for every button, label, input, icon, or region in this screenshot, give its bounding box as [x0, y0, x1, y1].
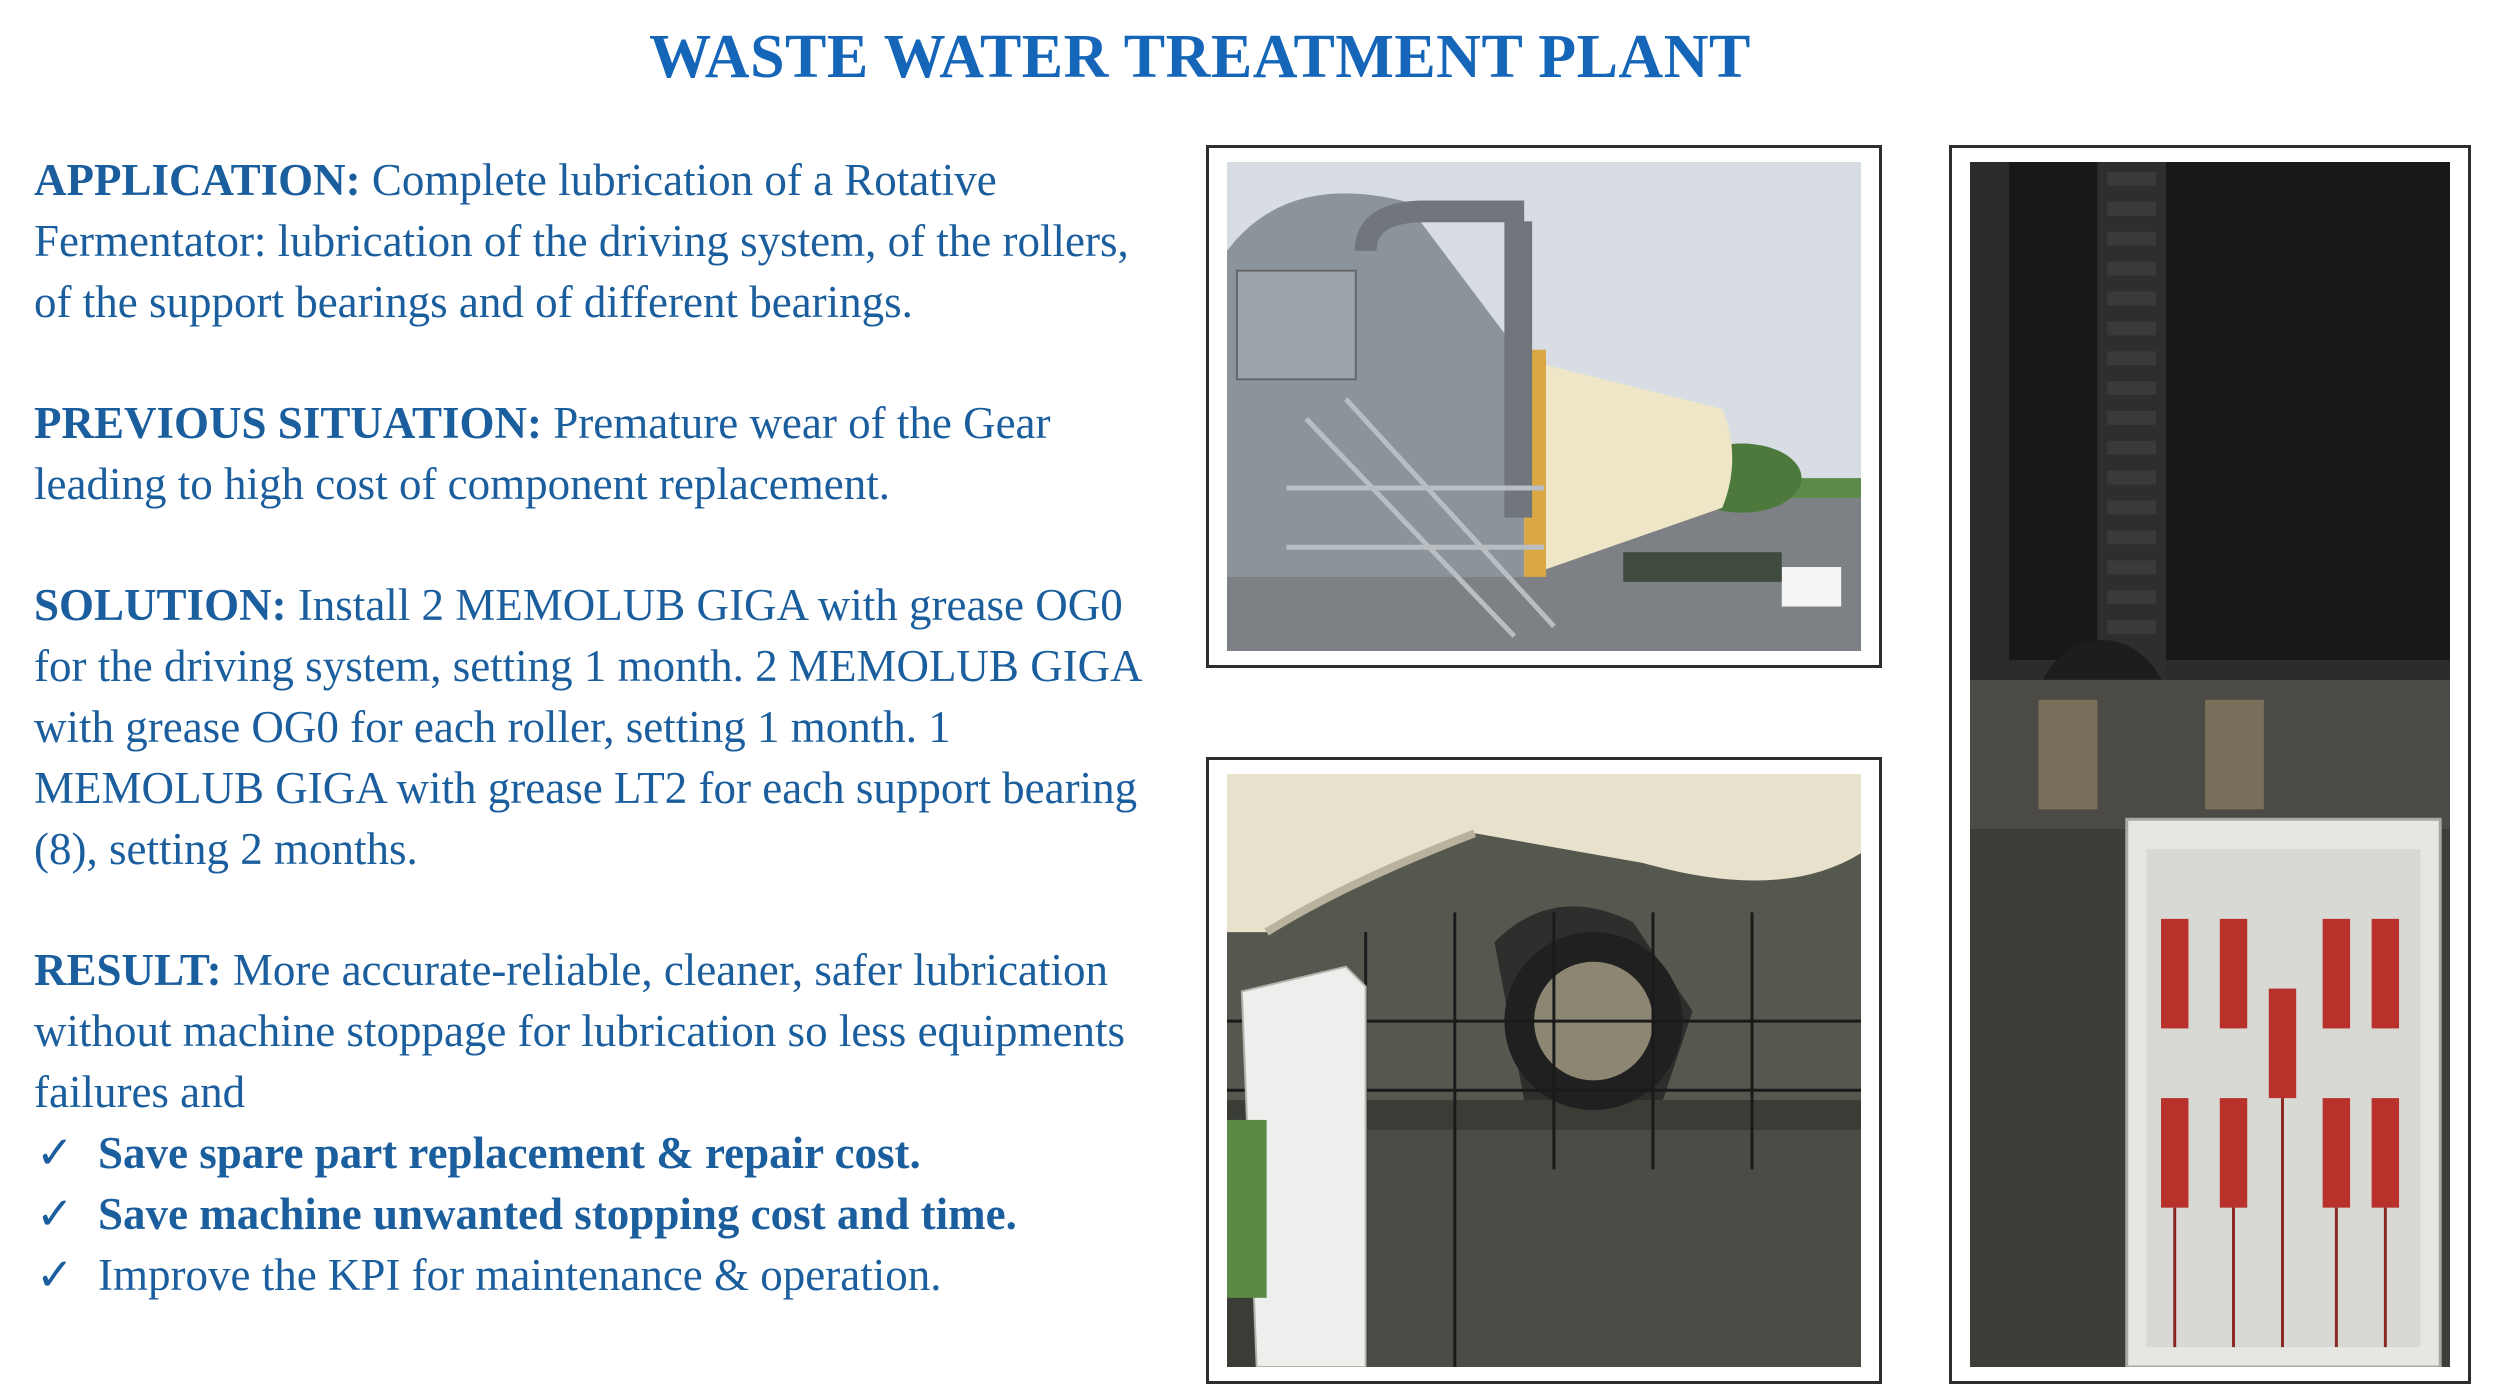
check-text: Save spare part replacement & repair cost.	[98, 1128, 921, 1178]
application-paragraph	[34, 150, 1164, 333]
previous-situation-paragraph	[34, 393, 1164, 515]
check-icon: ✓	[36, 1189, 74, 1239]
result-paragraph	[34, 940, 1164, 1123]
previous-situation-label: PREVIOUS SITUATION:	[34, 398, 543, 448]
check-icon: ✓	[36, 1250, 74, 1300]
case-study-text	[34, 150, 1164, 1306]
roller-bearing-photo	[1206, 757, 1882, 1384]
roller-bearing-image	[1227, 774, 1861, 1367]
gear-and-lubricator-cabinet-photo	[1949, 145, 2471, 1384]
previous-situation-text: Premature wear of the Gear leading to high cost of component replacement.	[34, 398, 1051, 509]
gear-cabinet-image	[1970, 162, 2450, 1367]
check-text: Save machine unwanted stopping cost and time.	[98, 1189, 1017, 1239]
solution-text: Install 2 MEMOLUB GIGA with grease OG0 for the driving system, setting 1 month. 2 MEMOLUB GIGA with grease OG0 for each roller, setting 1 month. 1 MEMOLUB GIGA with grease LT2 for each support bearing (8), setting 2 months.	[34, 580, 1141, 874]
solution-label: SOLUTION:	[34, 580, 287, 630]
result-text: More accurate-reliable, cleaner, safer lubrication without machine stoppage for lubrication so less equipments failures and	[34, 945, 1126, 1117]
application-label: APPLICATION:	[34, 155, 361, 205]
fermentator-exterior-image	[1227, 162, 1861, 651]
benefit-item	[34, 1123, 1164, 1184]
solution-paragraph	[34, 575, 1164, 880]
check-text: Improve the KPI for maintenance & operation.	[98, 1250, 942, 1300]
fermentator-exterior-photo	[1206, 145, 1882, 668]
page-title: WASTE WATER TREATMENT PLANT	[649, 23, 1751, 91]
benefit-item	[34, 1184, 1164, 1245]
result-label: RESULT:	[34, 945, 222, 995]
benefit-item	[34, 1245, 1164, 1306]
check-icon: ✓	[36, 1128, 74, 1178]
application-text: Complete lubrication of a Rotative Fermentator: lubrication of the driving system, of the rollers, of the support bearings and of different bearings.	[34, 155, 1129, 327]
